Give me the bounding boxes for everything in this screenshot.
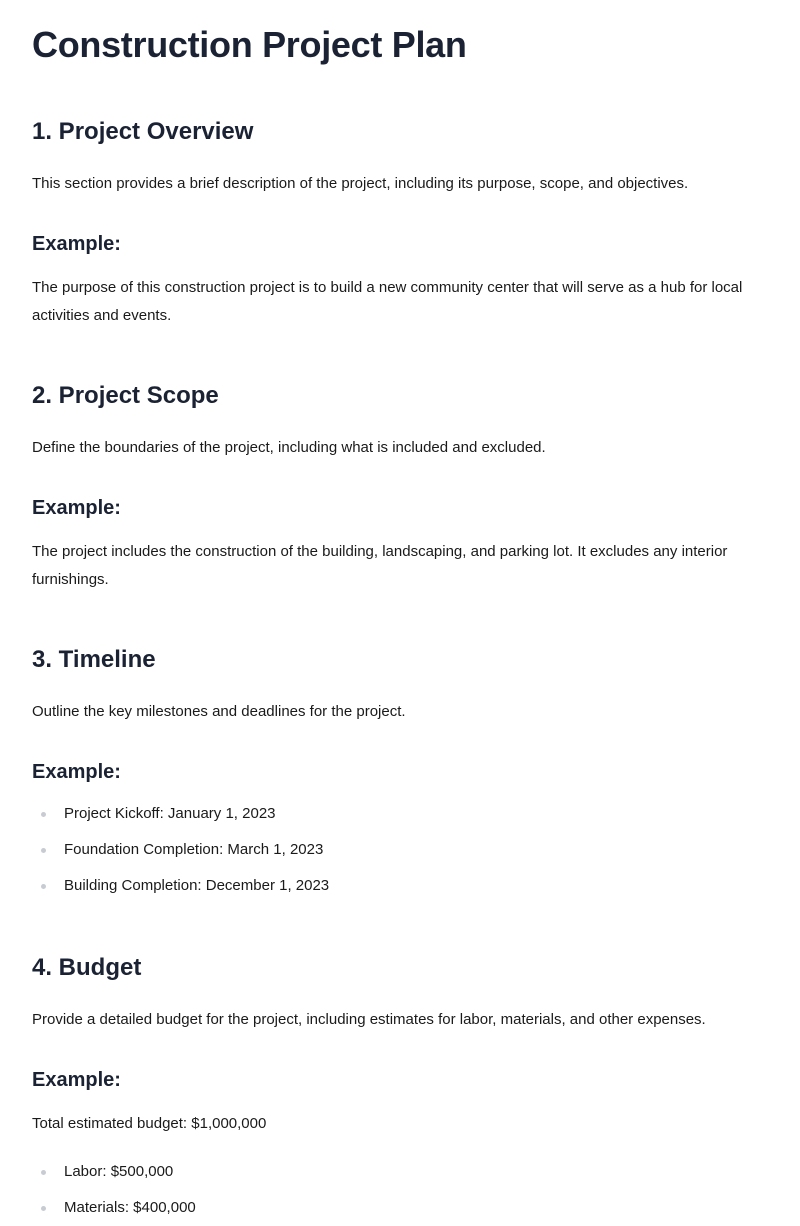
list-item-text: Building Completion: December 1, 2023 — [64, 877, 330, 894]
bullet-icon — [41, 884, 46, 889]
example-text: Total estimated budget: $1,000,000 — [32, 1115, 267, 1132]
example-label: Example: — [32, 761, 121, 783]
example-text: The purpose of this construction project is to build a new community center that will serve as a hub for local activities and events. — [32, 279, 743, 324]
list-item — [32, 1154, 768, 1190]
bullet-icon — [41, 1170, 46, 1175]
example-label: Example: — [32, 233, 121, 255]
section-budget — [32, 952, 768, 1226]
bullet-icon — [41, 1206, 46, 1211]
budget-list — [32, 1154, 768, 1226]
example-label: Example: — [32, 497, 121, 519]
example-text: The project includes the construction of the building, landscaping, and parking lot. It excludes any interior furnishings. — [32, 543, 728, 588]
section-timeline — [32, 644, 768, 904]
list-item-text: Project Kickoff: January 1, 2023 — [64, 805, 276, 822]
bullet-icon — [41, 812, 46, 817]
section-description: This section provides a brief description of the project, including its purpose, scope, and objectives. — [32, 175, 689, 192]
list-item-text: Foundation Completion: March 1, 2023 — [64, 841, 324, 858]
section-description: Provide a detailed budget for the project, including estimates for labor, materials, and other expenses. — [32, 1011, 706, 1028]
section-heading: 3. Timeline — [32, 646, 156, 673]
example-label: Example: — [32, 1069, 121, 1091]
list-item-text: Materials: $400,000 — [64, 1199, 196, 1216]
section-description: Outline the key milestones and deadlines for the project. — [32, 703, 406, 720]
section-project-overview — [32, 116, 768, 330]
section-heading: 4. Budget — [32, 954, 142, 981]
list-item — [32, 1190, 768, 1226]
list-item-text: Labor: $500,000 — [64, 1163, 174, 1180]
document-title: Construction Project Plan — [32, 24, 467, 65]
section-heading: 2. Project Scope — [32, 382, 219, 409]
timeline-list — [32, 796, 768, 904]
section-project-scope — [32, 380, 768, 594]
section-heading: 1. Project Overview — [32, 118, 254, 145]
list-item — [32, 796, 768, 832]
section-description: Define the boundaries of the project, including what is included and excluded. — [32, 439, 546, 456]
list-item — [32, 868, 768, 904]
list-item — [32, 832, 768, 868]
bullet-icon — [41, 848, 46, 853]
